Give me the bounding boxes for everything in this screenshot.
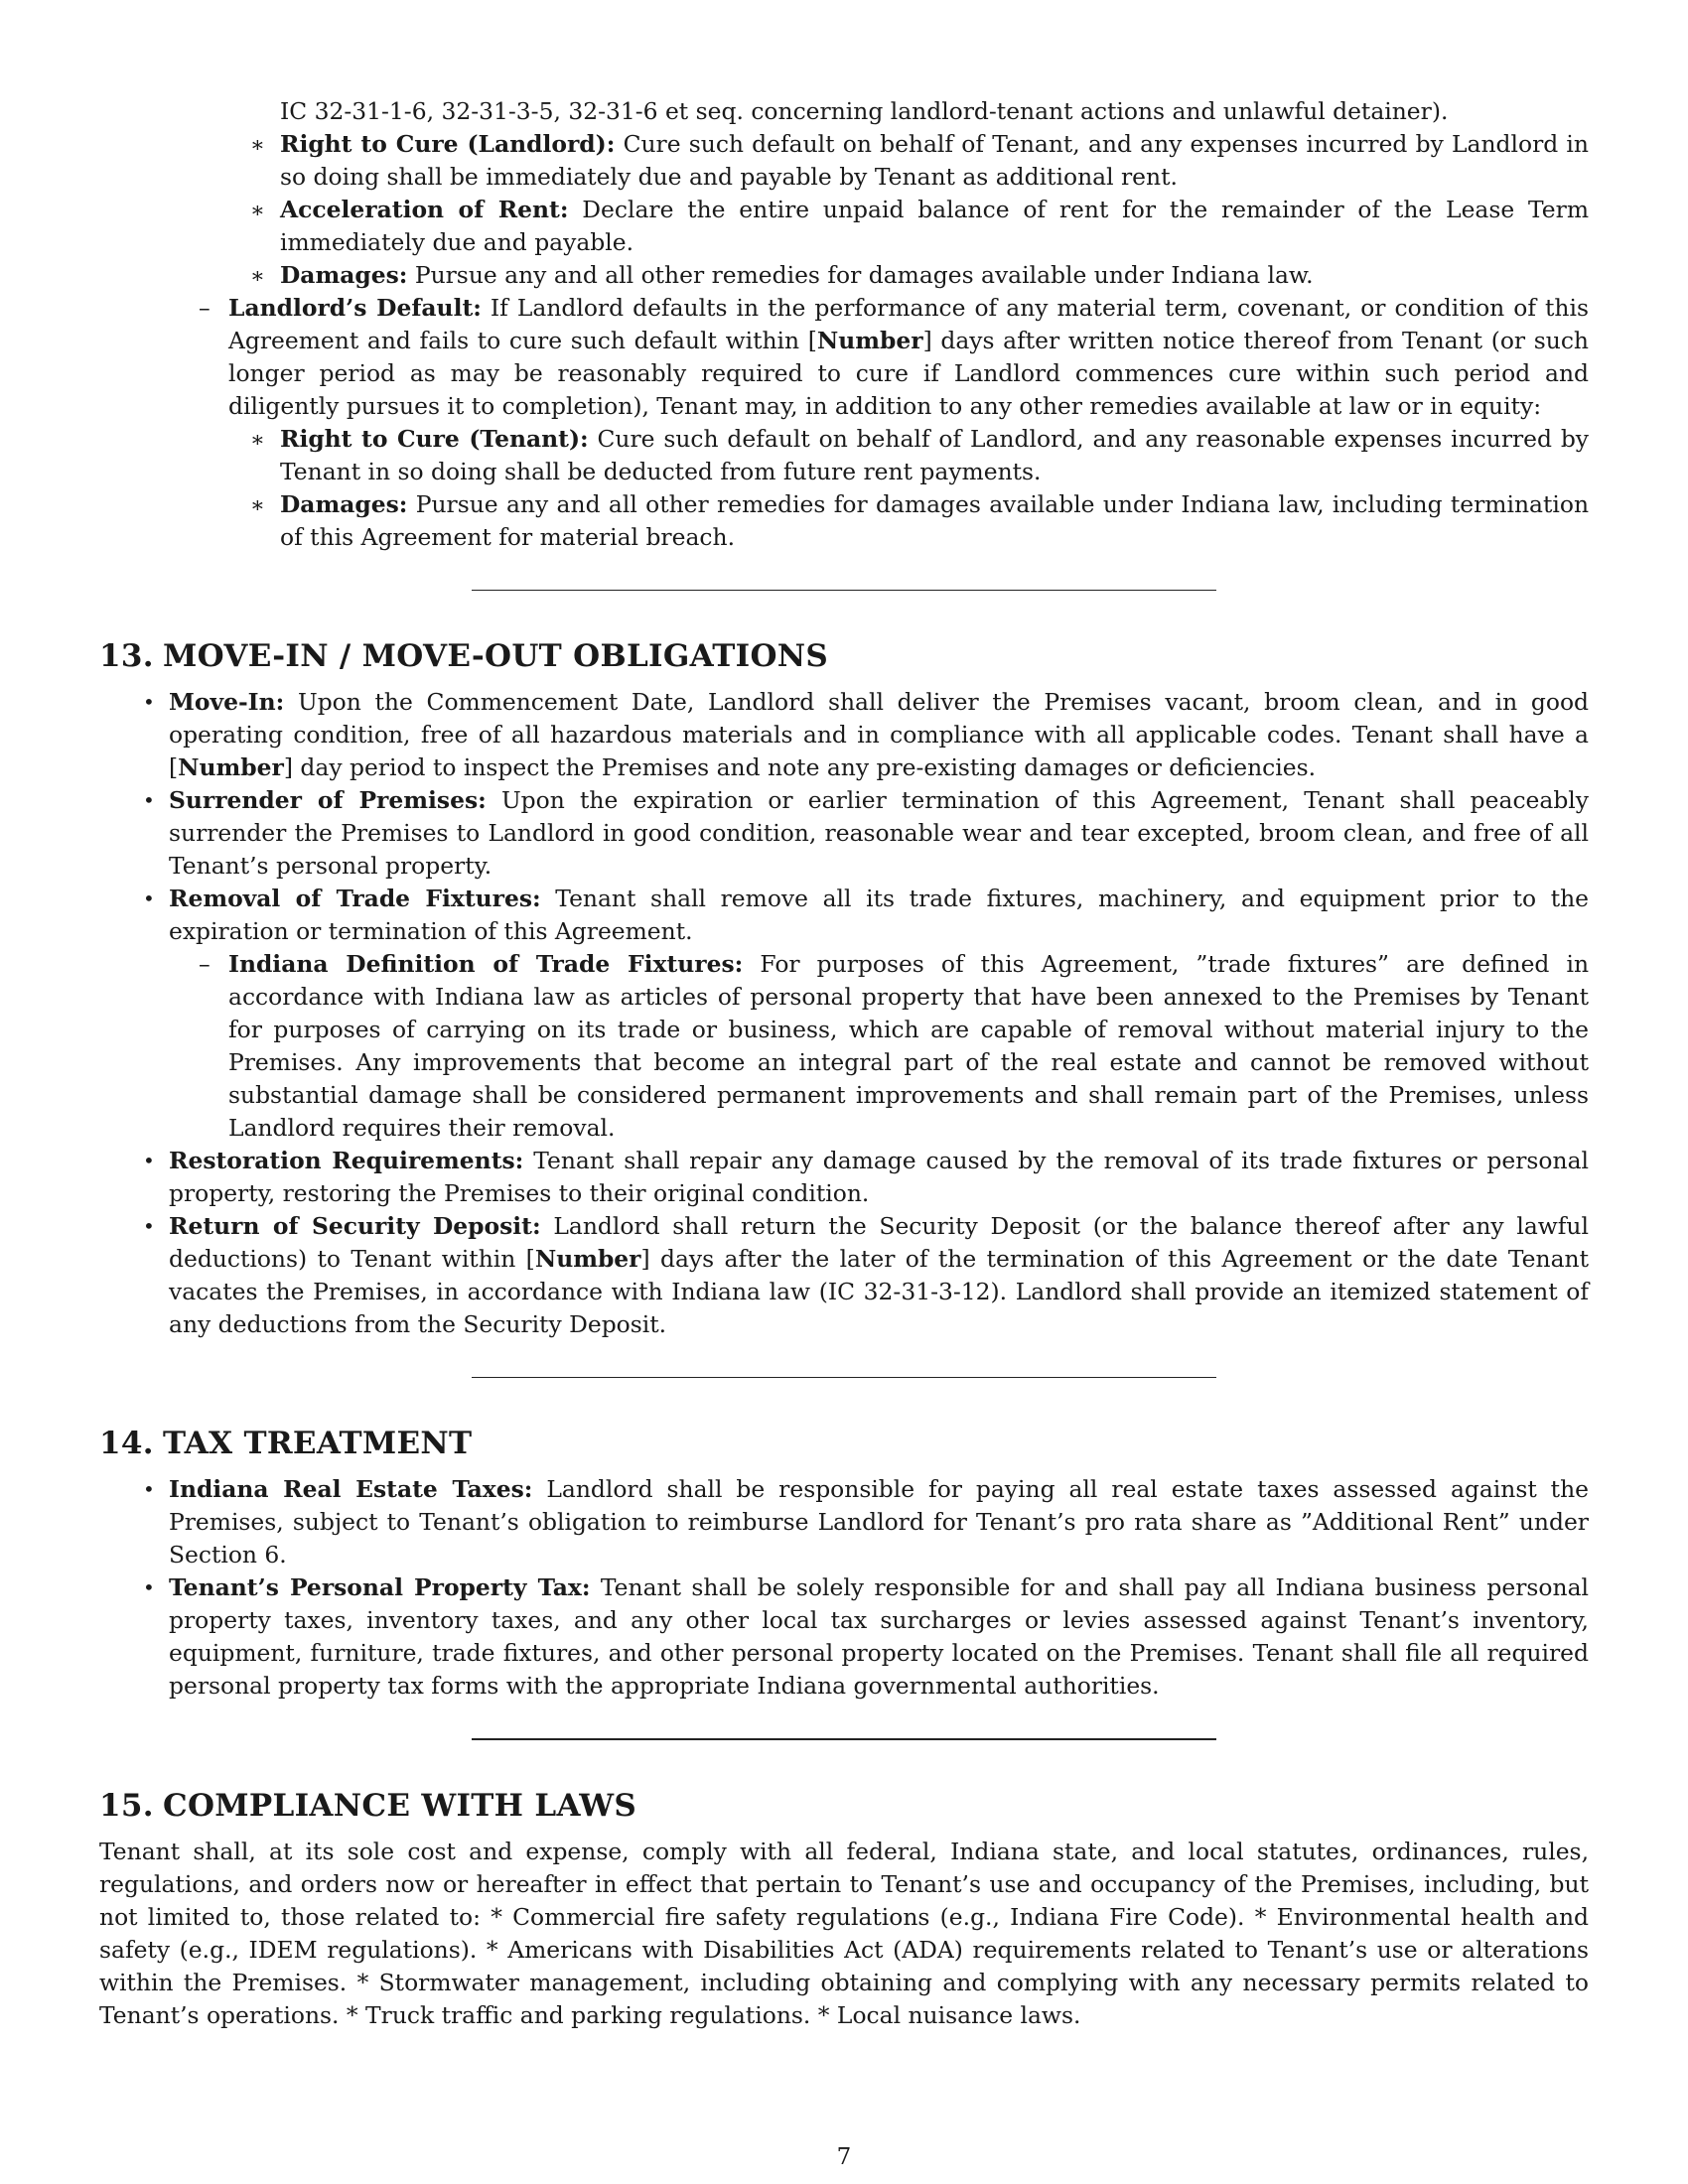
remedy-item — [250, 128, 1589, 194]
section-divider — [472, 590, 1216, 591]
section-14-heading — [99, 1424, 1589, 1463]
section-divider — [472, 1377, 1216, 1378]
asterisk-bullet-icon: ∗ — [250, 493, 265, 518]
tax-text: Tenant shall be solely responsible for and shall pay all Indiana business personal property taxes, inventory taxes, and any other local tax surcharges or levies assessed against Tenant’s inventory, equipment, furniture, trade fixtures, and other personal property located on the Premises. Tenant shall file all required personal property tax forms with the appropriate Indiana governmental authorities. — [169, 1573, 1589, 1700]
obligation-text: Upon the Commencement Date, Landlord shall deliver the Premises vacant, broom clean, and in good operating condition, free of all hazardous materials and in compliance with all applicable codes. Tenant shall have a [ — [169, 688, 1590, 781]
obligation-label: Restoration Requirements: — [169, 1147, 524, 1174]
asterisk-bullet-icon: ∗ — [250, 133, 265, 158]
obligation-label: Return of Security Deposit: — [169, 1212, 541, 1240]
tax-item — [143, 1473, 1589, 1571]
obligation-item — [143, 1210, 1590, 1341]
obligation-text: Tenant shall remove all its trade fixtures, machinery, and equipment prior to the expiration or termination of this Agreement. — [169, 885, 1590, 945]
dash-bullet-icon: – — [199, 950, 211, 978]
page-number: 7 — [836, 2144, 852, 2170]
obligation-text-after: ] days after the later of the termination of this Agreement or the date Tenant vacates the Premises, in accordance with Indiana law (IC 32-31-3-12). Landlord shall provide an itemized statement of any deductions from the Security Deposit. — [169, 1245, 1590, 1338]
dash-bullet-icon: – — [199, 294, 211, 322]
landlord-default-text: If Landlord defaults in the performance of any material term, covenant, or condition of this Agreement and fails to cure such default within [ — [228, 294, 1589, 354]
bullet-icon: • — [143, 690, 155, 714]
number-placeholder: Number — [816, 327, 923, 354]
obligation-text: Tenant shall repair any damage caused by the removal of its trade fixtures or personal property, restoring the Premises to their original condition. — [169, 1147, 1590, 1207]
obligation-label: Move-In: — [169, 688, 285, 716]
remedy-item — [250, 194, 1590, 259]
remedy-label: Damages: — [280, 490, 408, 518]
remedy-item — [250, 488, 1590, 554]
remedy-text: Pursue any and all other remedies for damages available under Indiana law, including termination of this Agreement for material breach. — [280, 490, 1590, 551]
remedy-item — [250, 259, 1589, 292]
definition-text: For purposes of this Agreement, ”trade fixtures” are defined in accordance with Indiana law as articles of personal property that have been annexed to the Premises by Tenant for purposes of carrying on its trade or business, which are capable of removal without material injury to the Premises. Any improvements that become an integral part of the real estate and cannot be removed without substantial damage shall be considered permanent improvements and shall remain part of the Premises, unless Landlord requires their removal. — [228, 950, 1590, 1142]
obligation-text-after: ] day period to inspect the Premises and note any pre-existing damages or deficiencies. — [283, 753, 1317, 781]
definition-label: Indiana Definition of Trade Fixtures: — [228, 950, 744, 978]
obligation-text: Upon the expiration or earlier termination of this Agreement, Tenant shall peaceably surrender the Premises to Landlord in good condition, reasonable wear and tear excepted, broom clean, and free of all Tenant’s personal property. — [169, 786, 1589, 880]
asterisk-bullet-icon: ∗ — [250, 428, 265, 453]
section-12-continuation: IC 32-31-1-6, 32-31-3-5, 32-31-6 et seq. concerning landlord-tenant actions and unlawful detainer). — [280, 97, 1449, 125]
remedy-text: Pursue any and all other remedies for damages available under Indiana law. — [414, 261, 1314, 289]
tax-label: Indiana Real Estate Taxes: — [169, 1475, 533, 1503]
number-placeholder: Number — [534, 1245, 641, 1273]
section-number: 15. — [99, 1788, 154, 1824]
bullet-icon: • — [143, 1477, 155, 1501]
landlord-default-text-after: ] days after written notice thereof from Tenant (or such longer period as may be reasonably required to cure if Landlord commences cure within such period and diligently pursues it to completion), Tenant may, in addition to any other remedies available at law or in equity: — [228, 327, 1589, 420]
section-divider — [472, 1738, 1216, 1740]
section-title: COMPLIANCE WITH LAWS — [163, 1788, 637, 1824]
landlord-default-label: Landlord’s Default: — [228, 294, 482, 322]
obligation-item — [143, 1145, 1590, 1210]
document-page — [99, 95, 1589, 2032]
section-number: 14. — [99, 1426, 154, 1461]
section-15-heading — [99, 1786, 1589, 1826]
remedy-label: Damages: — [280, 261, 408, 289]
bullet-icon: • — [143, 887, 155, 910]
remedy-label: Acceleration of Rent: — [280, 196, 569, 223]
obligation-label: Surrender of Premises: — [169, 786, 487, 814]
tax-item — [143, 1571, 1589, 1703]
number-placeholder: Number — [178, 753, 284, 781]
asterisk-bullet-icon: ∗ — [250, 199, 265, 223]
section-13-heading — [99, 636, 1589, 676]
obligation-item — [143, 784, 1589, 883]
obligation-item — [143, 883, 1590, 948]
bullet-icon: • — [143, 788, 155, 812]
remedy-text: Cure such default on behalf of Landlord, and any reasonable expenses incurred by Tenant in so doing shall be deducted from future rent payments. — [280, 425, 1590, 485]
obligation-item — [143, 686, 1590, 784]
remedy-item — [250, 423, 1590, 488]
bullet-icon: • — [143, 1575, 155, 1599]
section-number: 13. — [99, 638, 154, 674]
remedy-text: Declare the entire unpaid balance of rent for the remainder of the Lease Term immediately due and payable. — [280, 196, 1590, 256]
remedy-label: Right to Cure (Landlord): — [280, 130, 616, 158]
landlord-default-item — [199, 292, 1589, 423]
section-title: TAX TREATMENT — [163, 1426, 473, 1461]
asterisk-bullet-icon: ∗ — [250, 264, 265, 289]
section-title: MOVE-IN / MOVE-OUT OBLIGATIONS — [163, 638, 829, 674]
remedy-text: Cure such default on behalf of Tenant, and any expenses incurred by Landlord in so doing shall be immediately due and payable by Tenant as additional rent. — [280, 130, 1589, 191]
tax-text: Landlord shall be responsible for paying all real estate taxes assessed against the Premises, subject to Tenant’s obligation to reimburse Landlord for Tenant’s pro rata share as ”Additional Rent” under Section 6. — [169, 1475, 1589, 1569]
obligation-text: Landlord shall return the Security Deposit (or the balance thereof after any lawful deductions) to Tenant within [ — [169, 1212, 1589, 1273]
obligation-label: Removal of Trade Fixtures: — [169, 885, 541, 912]
compliance-body: Tenant shall, at its sole cost and expense, comply with all federal, Indiana state, and local statutes, ordinances, rules, regulations, and orders now or hereafter in effect that pertain to Tenant’s use and occupancy of the Premises, including, but not limited to, those related to: * Commercial fire safety regulations (e.g., Indiana Fire Code). * Environmental health and safety (e.g., IDEM regulations). * Americans with Disabilities Act (ADA) requirements related to Tenant’s use or alterations within the Premises. * Stormwater management, including obtaining and complying with any necessary permits related to Tenant’s operations. * Truck traffic and parking regulations. * Local nuisance laws. — [99, 1838, 1589, 2029]
definition-item — [199, 948, 1590, 1145]
tax-label: Tenant’s Personal Property Tax: — [169, 1573, 591, 1601]
bullet-icon: • — [143, 1214, 155, 1238]
bullet-icon: • — [143, 1149, 155, 1172]
remedy-label: Right to Cure (Tenant): — [280, 425, 589, 453]
